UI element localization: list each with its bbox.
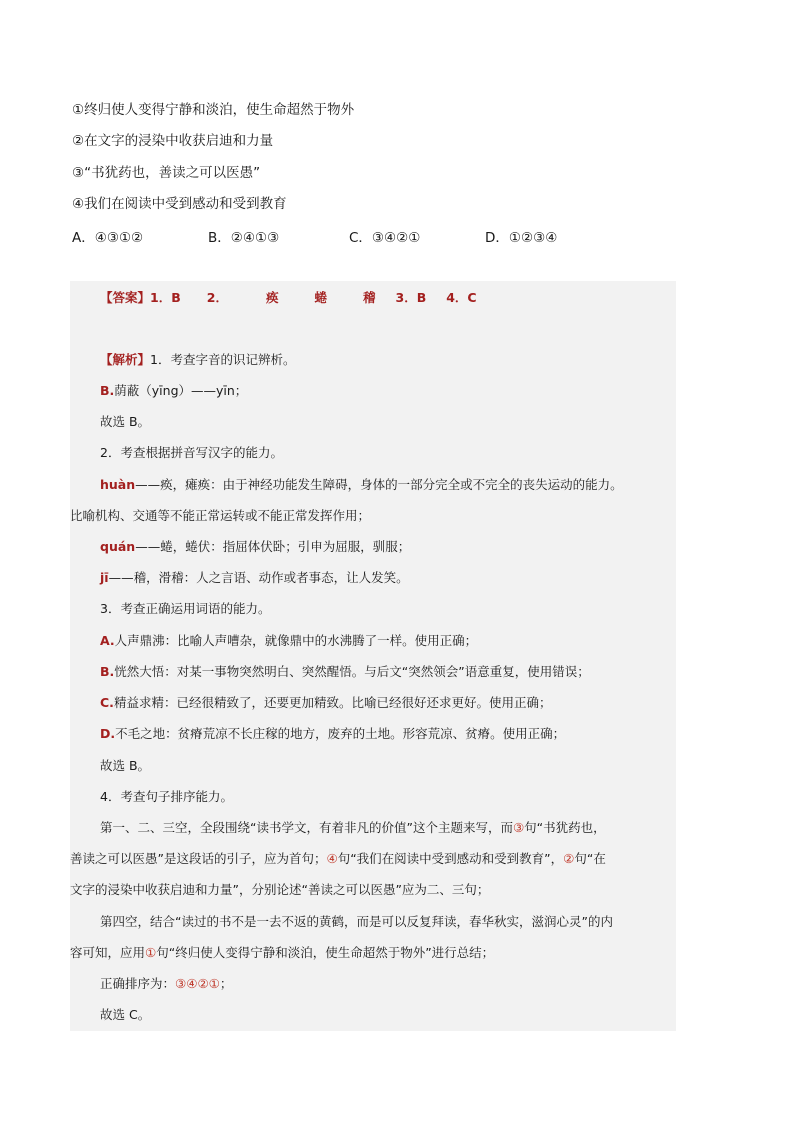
analysis-line-14: 故选 B。 [100,758,151,773]
analysis-line-3: 故选 B。 [100,414,151,429]
analysis-line-20: 容可知，应用①句“终归使人变得宁静和淡泊，使生命超然于物外”进行总结； [70,945,495,960]
option-a: A．④③①② [72,230,144,246]
circled-number: ② [563,851,575,866]
analysis-line-15: 4．考查句子排序能力。 [100,789,233,804]
analysis-line-17: 善读之可以医愚”是这段话的引子，应为首句；④句“我们在阅读中受到感动和受到教育”，②句“在 [70,851,606,866]
circled-number: ② [197,976,209,991]
analysis-line-19: 第四空，结合“读过的书不是一去不返的黄鹤，而是可以反复拜读，春华秋实，滋润心灵”的内 [100,914,613,929]
answer-options [72,226,557,246]
analysis-line-6: 比喻机构、交通等不能正常运转或不能正常发挥作用； [70,508,371,523]
analysis-line-4: 2．考查根据拼音写汉字的能力。 [100,445,283,460]
analysis-label: 【解析】 [100,352,151,367]
analysis-line-21: 正确排序为：③④②①； [100,976,233,991]
sentence-item-3: ③“书犹药也，善读之可以医愚” [72,165,261,181]
answer-2-number: 2． [206,290,228,305]
analysis-line-5: huàn——痪，瘫痪：由于神经功能发生障碍，身体的一部分完全或不完全的丧失运动的能力。 [100,477,623,492]
answer-2-word-1: 痪 [265,290,279,305]
answer-label: 【答案】 [100,290,151,305]
sentence-item-1: ①终归使人变得宁静和淡泊，使生命超然于物外 [72,102,355,118]
circled-number: ① [145,945,157,960]
analysis-line-18: 文字的浸染中收获启迪和力量”，分别论述“善读之可以医愚”应为二、三句； [70,882,490,897]
circled-number: ① [208,976,220,991]
circled-number: ③ [175,976,187,991]
analysis-line-13: D.不毛之地：贫瘠荒凉不长庄稼的地方，废弃的土地。形容荒凉、贫瘠。使用正确； [100,726,566,741]
analysis-line-9: 3．考查正确运用词语的能力。 [100,601,271,616]
answer-3: 3．B [395,290,427,305]
answer-line [100,288,477,308]
option-d: D．①②③④ [485,230,558,246]
answer-1: 1．B [150,290,181,305]
analysis-line-16: 第一、二、三空，全段围绕“读书学文，有着非凡的价值”这个主题来写，而③句“书犹药也， [100,820,606,835]
sentence-item-4: ④我们在阅读中受到感动和受到教育 [72,196,287,212]
sentence-item-2: ②在文字的浸染中收获启迪和力量 [72,133,274,149]
analysis-line-12: C.精益求精：已经很精致了，还要更加精致。比喻已经很好还求更好。使用正确； [100,695,552,710]
analysis-line-1: 【解析】1．考查字音的识记辨析。 [100,352,296,367]
analysis-line-22: 故选 C。 [100,1007,151,1022]
answer-2-word-2: 蜷 [314,290,327,305]
analysis-line-11: B.恍然大悟：对某一事物突然明白、突然醒悟。与后文“突然领会”语意重复，使用错误； [100,664,590,679]
option-c: C．③④②① [349,230,421,246]
analysis-line-7: quán——蜷，蜷伏：指屈体伏卧；引申为屈服，驯服； [100,539,411,554]
answer-4: 4．C [446,290,477,305]
option-b: B．②④①③ [208,230,280,246]
analysis-line-2: B.荫蔽（yīng）——yīn； [100,383,248,398]
analysis-line-10: A.人声鼎沸：比喻人声嘈杂，就像鼎中的水沸腾了一样。使用正确； [100,633,478,648]
circled-number: ④ [186,976,198,991]
analysis-line-8: jī——稽，滑稽：人之言语、动作或者事态，让人发笑。 [100,570,409,585]
circled-number: ④ [326,851,338,866]
answer-2-word-3: 稽 [362,290,376,305]
circled-number: ③ [512,820,525,835]
